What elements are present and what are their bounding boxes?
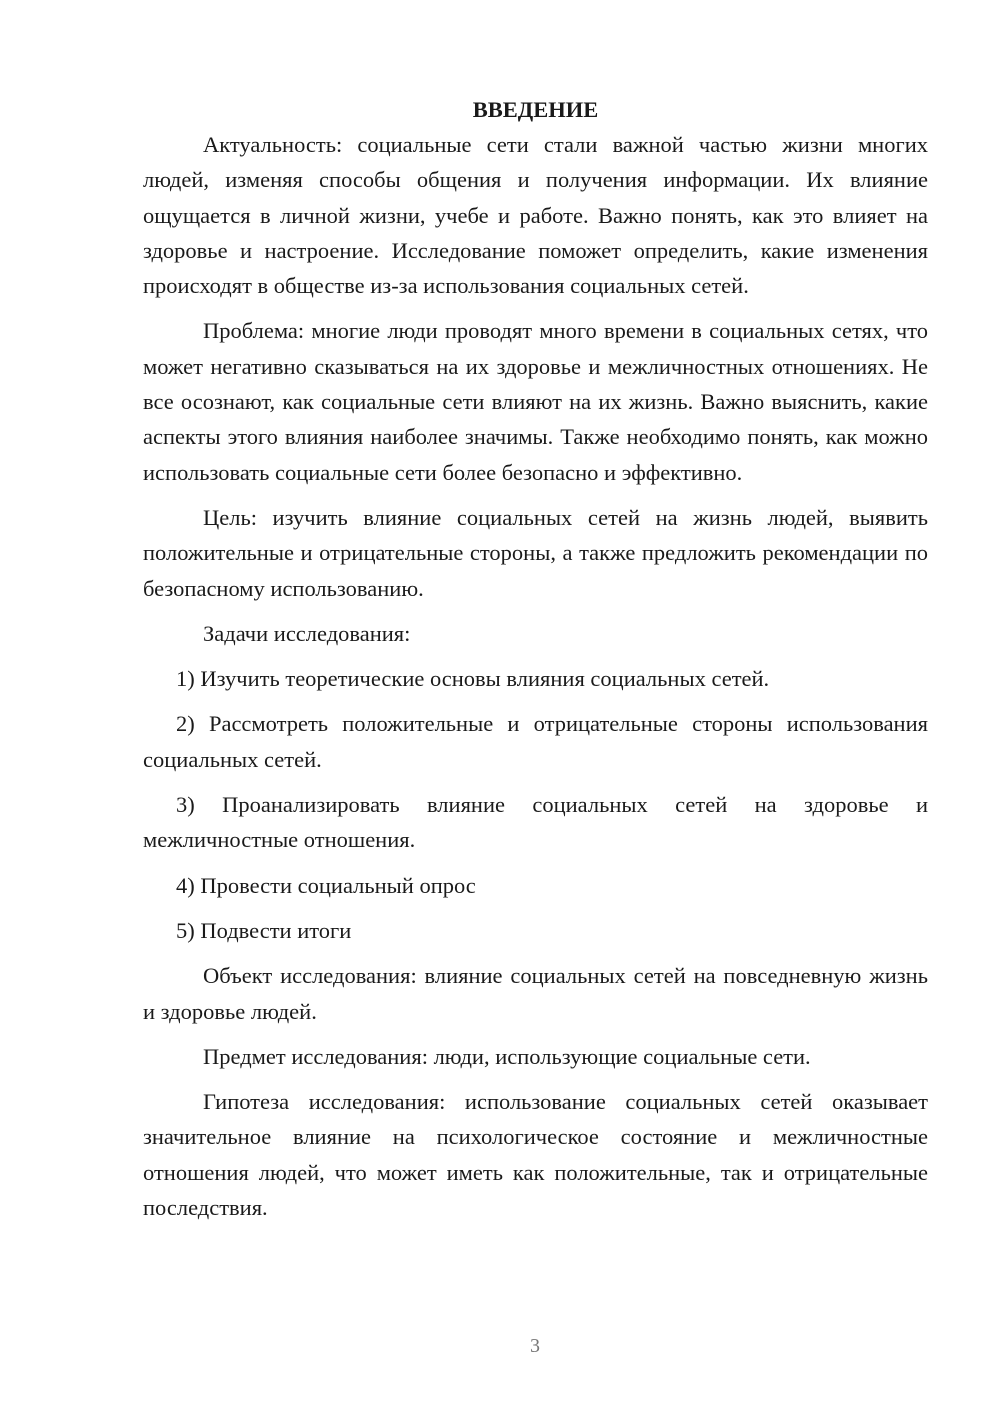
page-number: 3 — [530, 1335, 540, 1357]
document-body — [143, 92, 928, 1235]
paragraph-problem: Проблема: многие люди проводят много времени в социальных сетях, что может негативно сказываться на их здоровье и межличностных отношениях. Не все осознают, как социальные сети влияют на их жизнь. Важно выяснить, какие аспекты этого влияния наиболее значимы. Также необходимо понять, как можно использовать социальные сети более безопасно и эффективно. — [143, 318, 928, 485]
task-item-4: 4) Провести социальный опрос — [176, 872, 476, 898]
paragraph-hypothesis: Гипотеза исследования: использование социальных сетей оказывает значительное влияние на психологическое состояние и межличностные отношения людей, что может иметь как положительные, так и отрицательные последствия. — [143, 1089, 928, 1221]
section-title: ВВЕДЕНИЕ — [472, 97, 599, 122]
paragraph-object: Объект исследования: влияние социальных сетей на повседневную жизнь и здоровье людей. — [143, 963, 928, 1024]
task-item-1: 1) Изучить теоретические основы влияния социальных сетей. — [176, 666, 770, 692]
paragraph-subject: Предмет исследования: люди, использующие социальные сети. — [203, 1043, 811, 1069]
task-item-3: 3) Проанализировать влияние социальных сетей на здоровье и межличностные отношения. — [143, 792, 928, 853]
task-item-5: 5) Подвести итоги — [176, 917, 352, 943]
paragraph-goal: Цель: изучить влияние социальных сетей на жизнь людей, выявить положительные и отрицательные стороны, а также предложить рекомендации по безопасному использованию. — [143, 504, 928, 601]
task-item-2: 2) Рассмотреть положительные и отрицательные стороны использования социальных сетей. — [143, 711, 928, 772]
paragraph-relevance: Актуальность: социальные сети стали важной частью жизни многих людей, изменяя способы общения и получения информации. Их влияние ощущается в личной жизни, учебе и работе. Важно понять, как это влияет на здоровье и настроение. Исследование поможет определить, какие изменения происходят в обществе из-за использования социальных сетей. — [143, 132, 928, 299]
tasks-heading: Задачи исследования: — [203, 620, 411, 646]
